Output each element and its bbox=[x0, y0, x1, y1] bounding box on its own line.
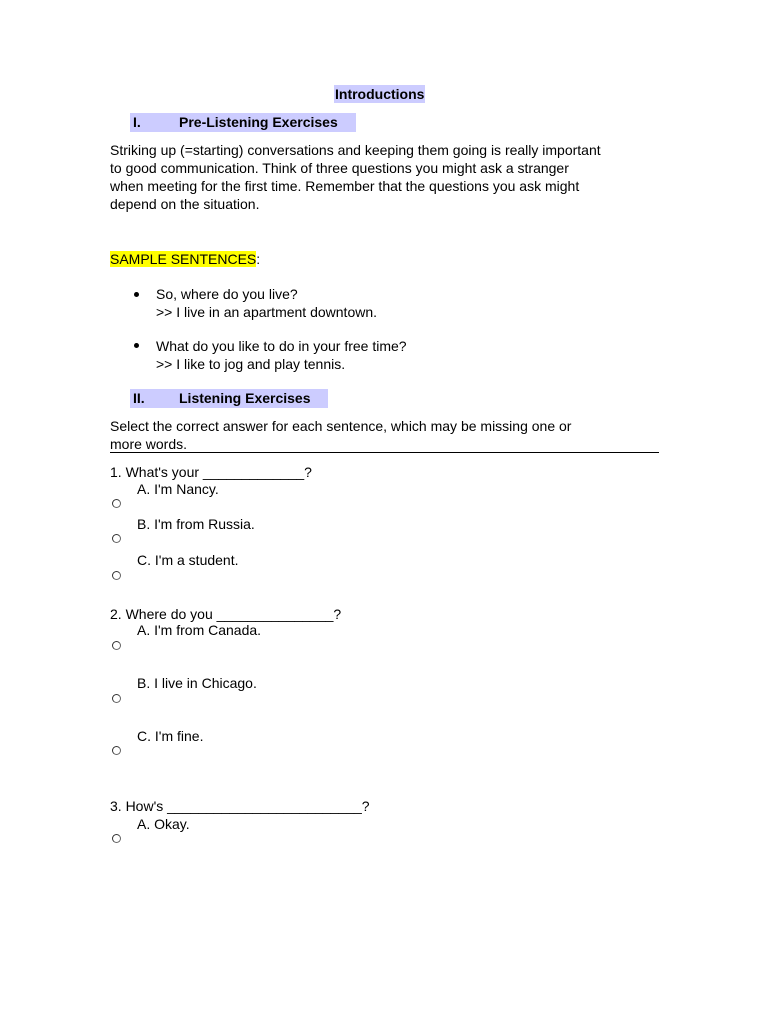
section-title: Pre-Listening Exercises bbox=[179, 114, 338, 130]
instructions-line: Select the correct answer for each sentence, which may be missing one or bbox=[110, 418, 572, 434]
bullet-icon bbox=[134, 343, 139, 348]
section-heading-pre-listening bbox=[130, 113, 356, 132]
radio-option[interactable] bbox=[112, 641, 121, 650]
section-number: I. bbox=[133, 114, 141, 130]
intro-line: depend on the situation. bbox=[110, 196, 260, 212]
bullet-icon bbox=[134, 292, 139, 297]
intro-line: Striking up (=starting) conversations and keeping them going is really important bbox=[110, 142, 601, 158]
intro-line: when meeting for the first time. Remember that the questions you ask might bbox=[110, 178, 580, 194]
option-label: B. I live in Chicago. bbox=[137, 675, 257, 691]
option-label: A. Okay. bbox=[137, 816, 190, 832]
divider bbox=[110, 452, 659, 453]
section-number: II. bbox=[133, 390, 145, 406]
page-title: Introductions bbox=[335, 86, 425, 102]
radio-option[interactable] bbox=[112, 499, 121, 508]
sample-question: What do you like to do in your free time? bbox=[156, 338, 407, 354]
radio-option[interactable] bbox=[112, 534, 121, 543]
intro-line: to good communication. Think of three questions you might ask a stranger bbox=[110, 160, 569, 176]
question-prompt: 2. Where do you _______________? bbox=[110, 606, 342, 622]
instructions-line: more words. bbox=[110, 436, 188, 452]
question-prompt: 1. What's your _____________? bbox=[110, 464, 312, 480]
section-heading-listening bbox=[130, 389, 328, 408]
option-label: A. I'm from Canada. bbox=[137, 622, 262, 638]
radio-option[interactable] bbox=[112, 694, 121, 703]
section-title: Listening Exercises bbox=[179, 390, 311, 406]
radio-option[interactable] bbox=[112, 834, 121, 843]
sample-label-colon: : bbox=[256, 251, 261, 267]
option-label: A. I'm Nancy. bbox=[137, 481, 219, 497]
sample-answer: >> I like to jog and play tennis. bbox=[156, 356, 346, 372]
sample-question: So, where do you live? bbox=[156, 286, 298, 302]
question-prompt: 3. How's _________________________? bbox=[110, 798, 370, 814]
sample-sentences-label bbox=[110, 250, 260, 268]
sample-label-text: SAMPLE SENTENCES bbox=[110, 251, 257, 267]
option-label: C. I'm fine. bbox=[137, 728, 204, 744]
option-label: C. I'm a student. bbox=[137, 552, 239, 568]
sample-answer: >> I live in an apartment downtown. bbox=[156, 304, 378, 320]
radio-option[interactable] bbox=[112, 746, 121, 755]
option-label: B. I'm from Russia. bbox=[137, 516, 255, 532]
radio-option[interactable] bbox=[112, 571, 121, 580]
